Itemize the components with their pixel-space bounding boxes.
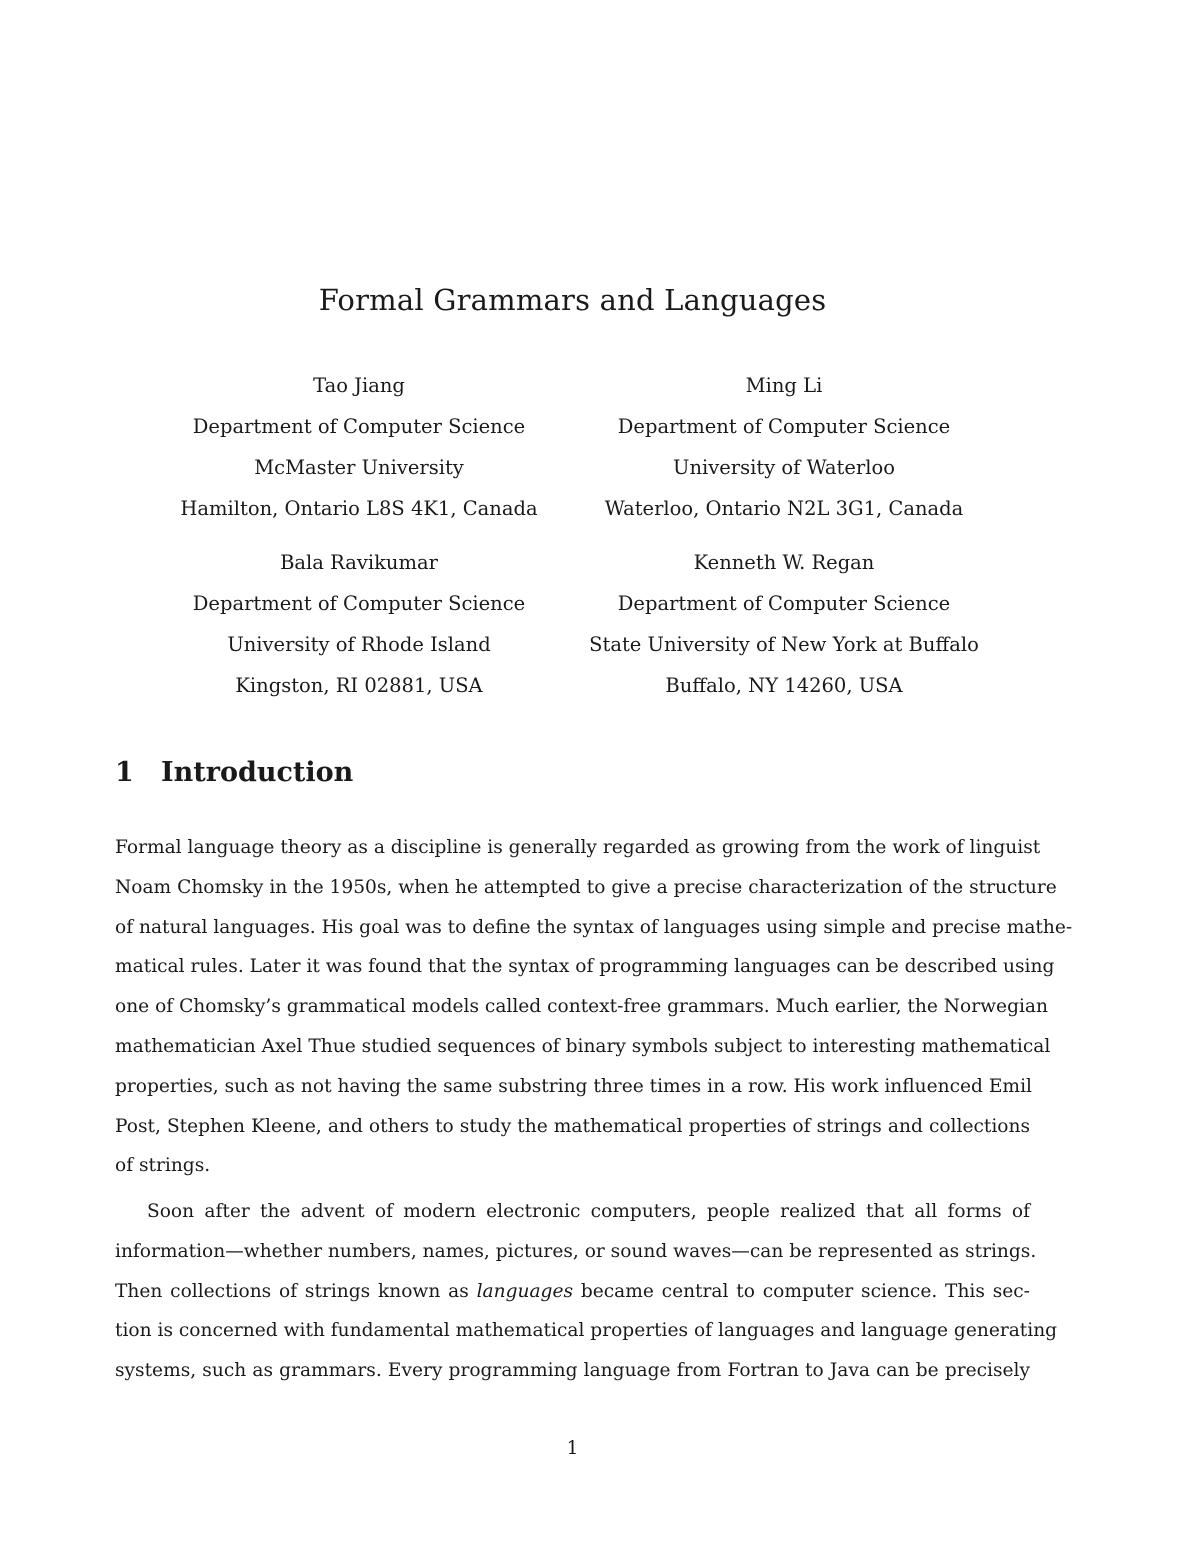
author-block-2 <box>524 365 1044 529</box>
author-institution: McMaster University <box>254 456 464 479</box>
author-department: Department of Computer Science <box>617 415 951 438</box>
section-title: Introduction <box>161 757 354 788</box>
text-line <box>115 1192 1030 1232</box>
text-line: of strings. <box>115 1155 211 1177</box>
author-department: Department of Computer Science <box>192 592 526 615</box>
text-span: Soon after the advent of modern electronic computers, people realized that all forms of <box>147 1201 1030 1222</box>
text-line: tion is concerned with fundamental mathematical properties of languages and language generating <box>115 1320 1058 1342</box>
author-block-4 <box>524 542 1044 706</box>
text-line: information—whether numbers, names, pictures, or sound waves—can be represented as strings. <box>115 1240 1037 1262</box>
section-heading <box>115 757 353 788</box>
author-name: Ming Li <box>745 374 823 397</box>
paragraph-1 <box>115 828 1073 1186</box>
author-institution: State University of New York at Buffalo <box>589 633 979 656</box>
text-line: matical rules. Later it was found that the syntax of programming languages can be described using <box>115 956 1055 978</box>
author-address: Waterloo, Ontario N2L 3G1, Canada <box>604 497 964 520</box>
author-address: Kingston, RI 02881, USA <box>235 674 483 697</box>
text-line: Noam Chomsky in the 1950s, when he attempted to give a precise characterization of the structure <box>115 876 1057 898</box>
author-department: Department of Computer Science <box>617 592 951 615</box>
text-line: of natural languages. His goal was to define the syntax of languages using simple and precise mathe- <box>115 916 1073 938</box>
author-name: Kenneth W. Regan <box>693 551 875 574</box>
text-line: one of Chomsky’s grammatical models called context-free grammars. Much earlier, the Norwegian <box>115 996 1048 1018</box>
text-span: became central to computer science. This sec- <box>580 1280 1030 1302</box>
text-line: Formal language theory as a discipline is generally regarded as growing from the work of linguist <box>115 837 1041 858</box>
emphasized-term: languages <box>476 1280 573 1302</box>
text-line: properties, such as not having the same substring three times in a row. His work influenced Emil <box>115 1075 1032 1097</box>
page-number: 1 <box>566 1438 579 1459</box>
author-institution: University of Waterloo <box>673 456 895 479</box>
author-name: Tao Jiang <box>313 374 405 397</box>
author-address: Buffalo, NY 14260, USA <box>665 674 903 697</box>
author-name: Bala Ravikumar <box>280 551 438 574</box>
text-line <box>115 1272 1030 1312</box>
text-line: Post, Stephen Kleene, and others to study the mathematical properties of strings and collections <box>115 1115 1030 1137</box>
author-institution: University of Rhode Island <box>227 633 491 656</box>
author-address: Hamilton, Ontario L8S 4K1, Canada <box>180 497 538 520</box>
paragraph-2 <box>115 1192 1058 1391</box>
text-span: Then collections of strings known as <box>115 1280 469 1302</box>
text-line: systems, such as grammars. Every programming language from Fortran to Java can be precisely <box>115 1360 1030 1382</box>
text-line: mathematician Axel Thue studied sequences of binary symbols subject to interesting mathematical <box>115 1035 1051 1057</box>
paper-title: Formal Grammars and Languages <box>318 283 827 317</box>
author-department: Department of Computer Science <box>192 415 526 438</box>
section-number: 1 <box>115 757 134 788</box>
